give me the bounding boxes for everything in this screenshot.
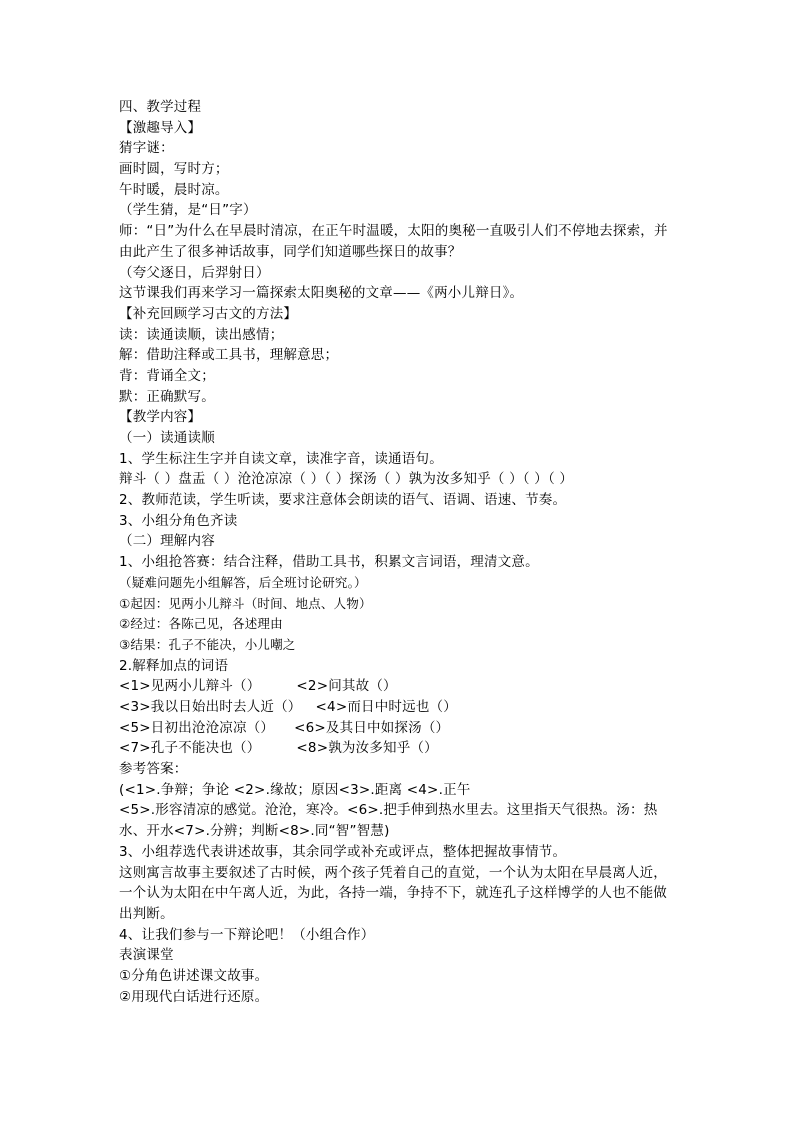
vocab-question-8: <8>孰为汝多知乎（）: [296, 740, 438, 757]
method-explain: 解：借助注释或工具书，理解意思；: [119, 347, 339, 364]
vocab-question-5: <5>日初出沧沧凉凉（）: [119, 719, 275, 736]
part2-item-2: 2.解释加点的词语: [119, 657, 229, 674]
story-process: ②经过：各陈己见，各述理由: [119, 616, 283, 632]
vocab-row-2: [119, 697, 679, 718]
method-recite: 背：背诵全文；: [119, 367, 215, 384]
lesson-document: [119, 97, 679, 1007]
perform-step-2: ②用现代白话进行还原。: [119, 988, 269, 1005]
part2-title: （二）理解内容: [119, 533, 215, 550]
riddle-answer: （学生猜，是“日”字）: [119, 202, 257, 219]
vocab-question-2: <2>问其故（）: [296, 678, 397, 695]
methods-heading: 【补充回顾学习古文的方法】: [119, 305, 298, 322]
vocab-row-3: [119, 718, 679, 739]
story-cause: ①起因：见两小儿辩斗（时间、地点、人物）: [119, 595, 372, 611]
vocab-question-6: <6>及其日中如探汤（）: [294, 719, 450, 736]
vocab-row-4: [119, 738, 679, 759]
part1-item-2: 2、教师范读，学生听读，要求注意体会朗读的语气、语调、语速、节奏。: [119, 492, 567, 509]
part1-title: （一）读通读顺: [119, 430, 215, 447]
part2-item-1: 1、小组抢答赛：结合注释，借助工具书，积累文言词语，理清文意。: [119, 554, 539, 571]
method-write: 默：正确默写。: [119, 388, 215, 405]
answer-label: 参考答案：: [119, 761, 188, 778]
story-summary: 这则寓言故事主要叙述了古时候，两个孩子凭着自己的直觉，一个认为太阳在早晨离人近，一个认为太阳在中午离人近，为此，各持一端，争持不下，就连孔子这样博学的人也不能做出判断。: [119, 864, 667, 922]
part2-item-3: 3、小组荐选代表讲述故事，其余同学或补充或评点，整体把握故事情节。: [119, 843, 567, 860]
content-heading: 【教学内容】: [119, 409, 202, 426]
perform-title: 表演课堂: [119, 947, 174, 964]
method-read: 读：读通读顺，读出感情；: [119, 326, 284, 343]
stories-note: （夸父逐日，后羿射日）: [119, 264, 270, 281]
vocab-question-4: <4>而日中时远也（）: [315, 698, 457, 715]
part2-item-4: 4、让我们参与一下辩论吧！（小组合作）: [119, 926, 375, 943]
riddle-line-1: 画时圆，写时方；: [119, 161, 229, 178]
answer-line-1: (<1>.争辩；争论 <2>.缘故；原因<3>.距离 <4>.正午: [119, 781, 471, 798]
story-result: ③结果：孔子不能决，小儿嘲之: [119, 636, 296, 652]
section-title: 四、教学过程: [119, 99, 202, 115]
part2-item-1-note: （疑难问题先小组解答，后全班讨论研究。）: [119, 574, 367, 590]
part1-item-1: 1、学生标注生字并自读文章，读准字音，读通语句。: [119, 450, 443, 467]
vocab-question-7: <7>孔子不能决也（）: [119, 740, 261, 757]
riddle-line-2: 午时暖，晨时凉。: [119, 181, 229, 198]
vocab-question-1: <1>见两小儿辩斗（）: [119, 678, 261, 695]
pinyin-exercise: 辩斗（ ）盘盂（ ）沧沧凉凉（ ）（ ）探汤（ ）孰为汝多知乎（ ）（ ）（ ）: [119, 471, 574, 488]
lesson-intro-text: 这节课我们再来学习一篇探索太阳奥秘的文章——《两小儿辩日》。: [119, 285, 524, 302]
vocab-question-3: <3>我以日始出时去人近（）: [119, 698, 302, 715]
teacher-text: 师：“日”为什么在早晨时清凉，在正午时温暖，太阳的奥秘一直吸引人们不停地去探索，并由此产生了很多神话故事，同学们知道哪些探日的故事？: [119, 223, 668, 260]
answer-line-2: <5>.形容清凉的感觉。沧沧，寒冷。<6>.把手伸到热水里去。这里指天气很热。汤：热水、开水<7>.分辨；判断<8>.同“智”智慧): [119, 802, 658, 840]
vocab-row-1: [119, 676, 679, 697]
perform-step-1: ①分角色讲述课文故事。: [119, 967, 269, 984]
intro-heading: 【激趣导入】: [119, 119, 202, 136]
riddle-label: 猜字谜：: [119, 140, 174, 157]
part1-item-3: 3、小组分角色齐读: [119, 512, 238, 529]
